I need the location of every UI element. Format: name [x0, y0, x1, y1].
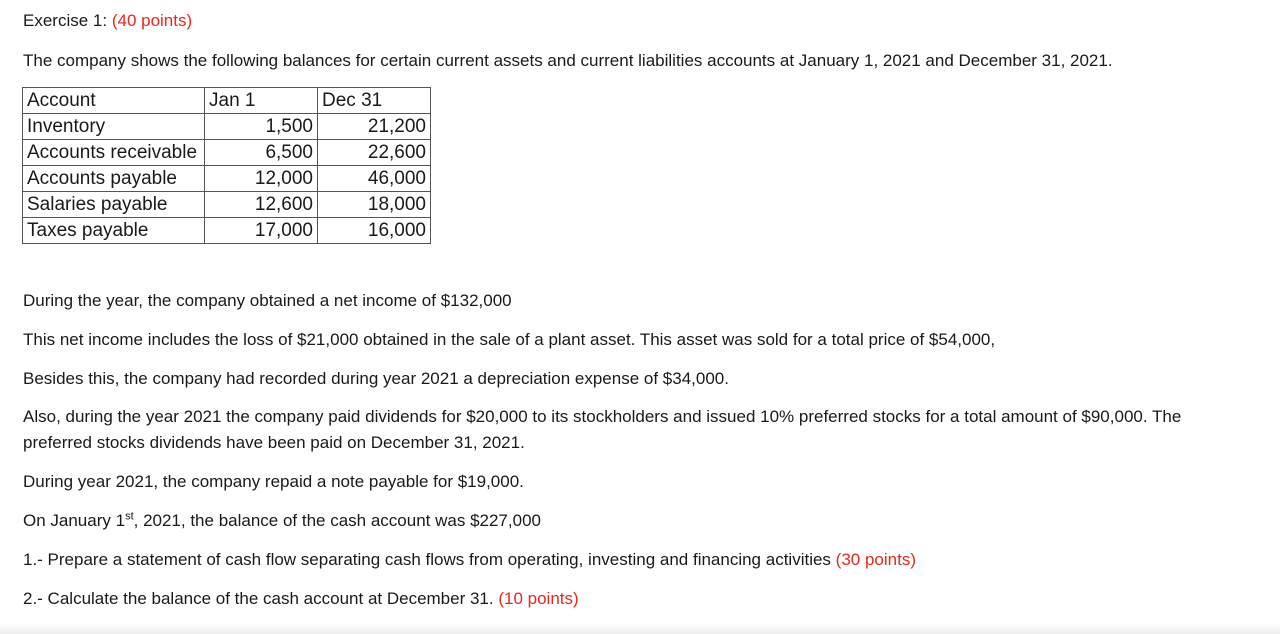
dec31-value: 18,000	[318, 192, 431, 218]
table-row	[23, 140, 431, 166]
jan1-value: 6,500	[205, 140, 318, 166]
header-jan1: Jan 1	[205, 88, 318, 114]
table-row	[23, 114, 431, 140]
table-row	[23, 218, 431, 244]
dec31-value: 21,200	[318, 114, 431, 140]
paragraph-depreciation: Besides this, the company had recorded during year 2021 a depreciation expense of $34,000.	[23, 369, 729, 388]
jan1-value: 17,000	[205, 218, 318, 244]
header-dec31: Dec 31	[318, 88, 431, 114]
jan1-value: 1,500	[205, 114, 318, 140]
question-1	[23, 550, 916, 570]
paragraph-plant-asset-sale: This net income includes the loss of $21,000 obtained in the sale of a plant asset. This asset was sold for a total price of $54,000,	[23, 330, 996, 349]
paragraph-net-income: During the year, the company obtained a net income of $132,000	[23, 291, 512, 310]
balances-table	[22, 87, 431, 244]
table-row	[23, 166, 431, 192]
paragraph-note-payable: During year 2021, the company repaid a note payable for $19,000.	[23, 472, 524, 491]
dec31-value: 46,000	[318, 166, 431, 192]
paragraph-dividends: Also, during the year 2021 the company paid dividends for $20,000 to its stockholders and issued 10% preferred stocks for a total amount of $90,000. The preferred stocks dividends have been paid on December 31, 2021.	[23, 407, 1182, 452]
ordinal-superscript: st	[125, 510, 134, 523]
exercise-title: Exercise 1:	[23, 11, 108, 30]
paragraph-cash-balance	[23, 511, 541, 531]
account-name: Accounts payable	[23, 166, 205, 192]
question-2-text: 2.- Calculate the balance of the cash account at December 31.	[23, 589, 494, 608]
account-name: Inventory	[23, 114, 205, 140]
exercise-points: (40 points)	[111, 11, 193, 30]
table-header-row	[23, 88, 431, 114]
dec31-value: 16,000	[318, 218, 431, 244]
dec31-value: 22,600	[318, 140, 431, 166]
question-2-points: (10 points)	[498, 589, 579, 608]
header-account: Account	[23, 88, 205, 114]
bottom-shadow	[0, 624, 1280, 634]
jan1-value: 12,600	[205, 192, 318, 218]
exercise-heading	[23, 11, 192, 31]
question-1-text: 1.- Prepare a statement of cash flow separating cash flows from operating, investing and financing activities	[23, 550, 831, 569]
table-row	[23, 192, 431, 218]
cash-balance-text-end: , 2021, the balance of the cash account was $227,000	[133, 511, 541, 530]
question-2	[23, 589, 579, 609]
account-name: Accounts receivable	[23, 140, 205, 166]
account-name: Taxes payable	[23, 218, 205, 244]
question-1-points: (30 points)	[835, 550, 916, 569]
jan1-value: 12,000	[205, 166, 318, 192]
cash-balance-text-start: On January 1	[23, 511, 126, 530]
intro-text: The company shows the following balances for certain current assets and current liabilities accounts at January 1, 2021 and December 31, 2021.	[23, 51, 1113, 70]
account-name: Salaries payable	[23, 192, 205, 218]
